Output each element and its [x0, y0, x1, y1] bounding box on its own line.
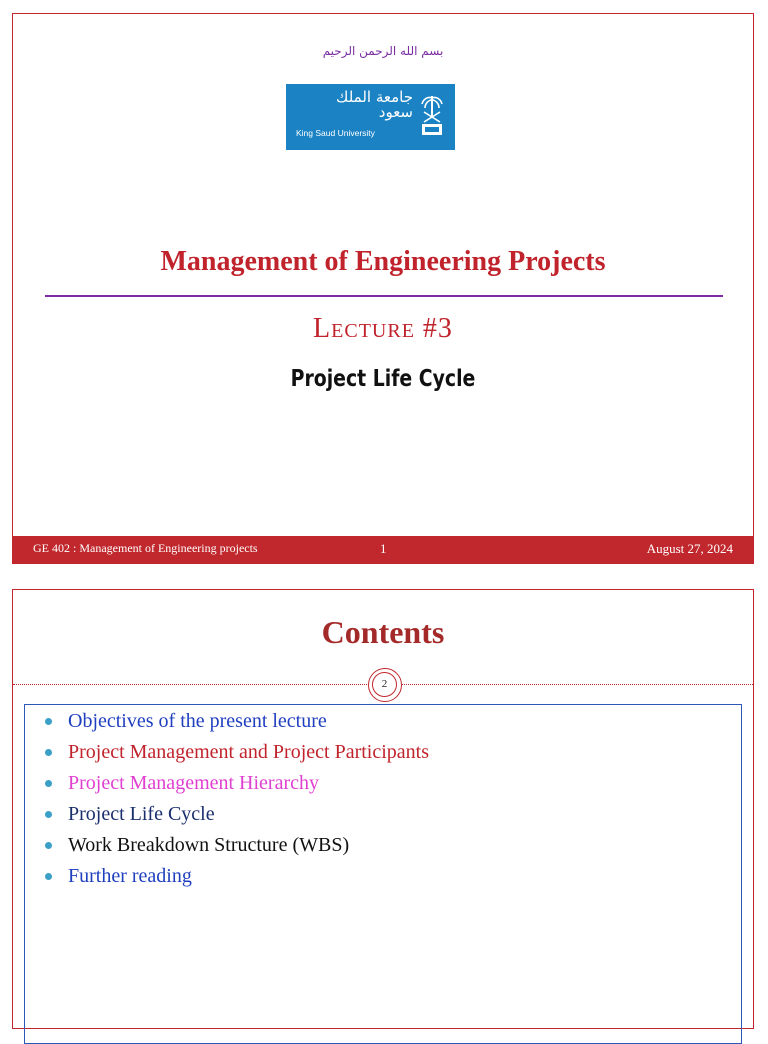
title-divider [45, 295, 723, 297]
bullet-icon [45, 718, 52, 725]
footer-page-number: 1 [380, 541, 387, 556]
logo-arabic-name: جامعة الملك سعود [336, 88, 413, 121]
palm-seal-icon [419, 92, 445, 138]
slide-2 [12, 589, 754, 1029]
page-number-badge [368, 668, 402, 702]
footer-course: GE 402 : Management of Engineering projects [33, 541, 258, 555]
list-item-text: Project Life Cycle [68, 803, 215, 825]
lecture-subtitle: Project Life Cycle [290, 366, 476, 392]
bullet-icon [45, 780, 52, 787]
contents-box [24, 704, 742, 1044]
logo-english-name: King Saud University [296, 128, 375, 138]
page-number: 2 [372, 672, 397, 697]
list-item-text: Further reading [68, 865, 192, 887]
list-item-text: Project Management and Project Participants [68, 741, 430, 763]
list-item-text: Objectives of the present lecture [68, 710, 327, 732]
list-item [45, 740, 741, 771]
footer-date: August 27, 2024 [646, 541, 733, 556]
lecture-number: Lecture #3 [313, 313, 453, 344]
list-item-text: Project Management Hierarchy [68, 772, 320, 794]
slide-footer [13, 536, 753, 563]
list-item-text: Work Breakdown Structure (WBS) [68, 834, 350, 856]
presentation-title: Management of Engineering Projects [160, 246, 606, 277]
contents-list [25, 705, 741, 895]
slide-1 [12, 13, 754, 564]
university-logo [286, 84, 455, 150]
bullet-icon [45, 811, 52, 818]
contents-title: Contents [321, 614, 445, 650]
bullet-icon [45, 749, 52, 756]
list-item [45, 833, 741, 864]
list-item [45, 802, 741, 833]
list-item [45, 864, 741, 895]
list-item [45, 709, 741, 740]
bullet-icon [45, 842, 52, 849]
bullet-icon [45, 873, 52, 880]
basmala-text: بسم الله الرحمن الرحيم [322, 44, 444, 58]
list-item [45, 771, 741, 802]
